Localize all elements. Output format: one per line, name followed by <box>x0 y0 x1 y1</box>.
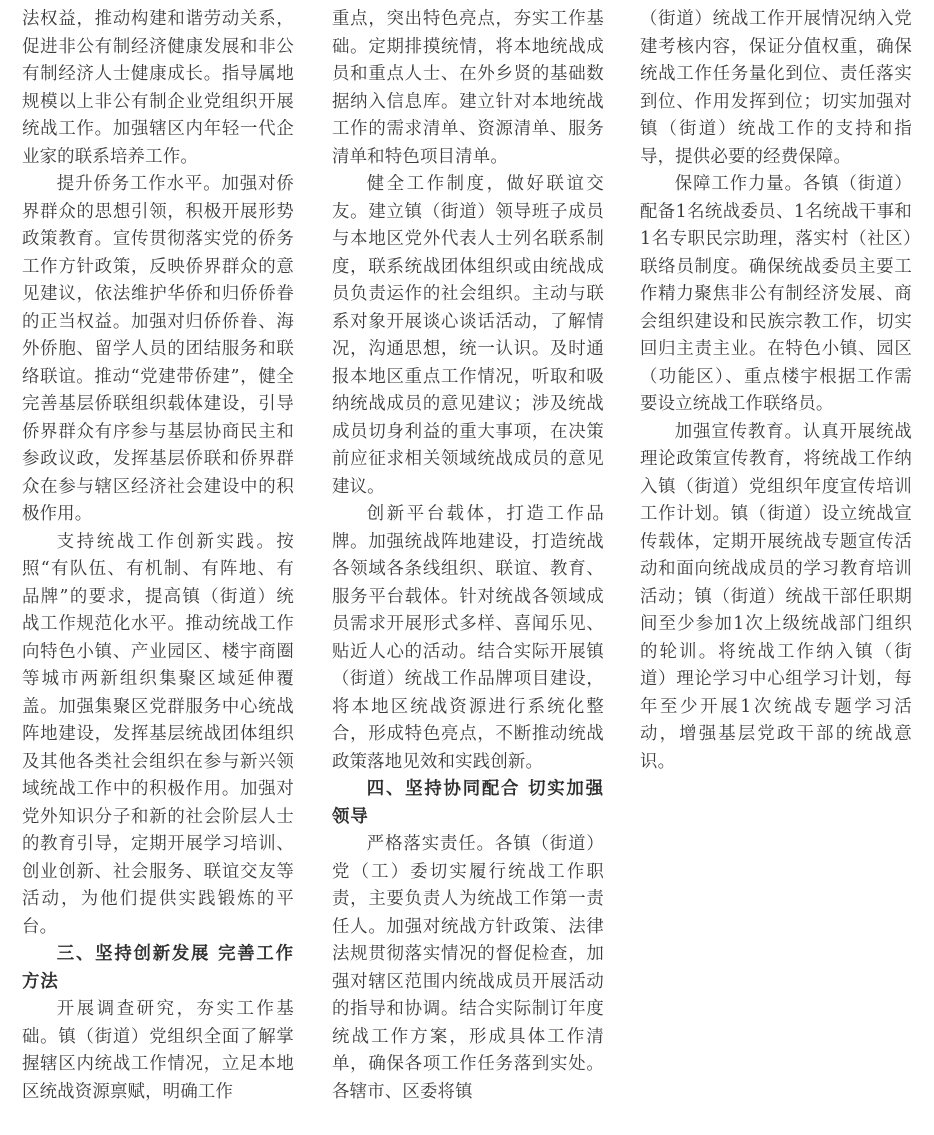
text-column-right <box>640 6 912 776</box>
paragraph: 法权益，推动构建和谐劳动关系，促进非公有制经济健康发展和非公有制经济人士健康成长。指导属地规模以上非公有制企业党组织开展统战工作。加强辖区内年轻一代企业家的联系培养工作。 <box>22 9 294 167</box>
text-column-left <box>22 6 294 1106</box>
paragraph: 支持统战工作创新实践。按照“有队伍、有机制、有阵地、有品牌”的要求，提高镇（街道）统战工作规范化水平。推动统战工作向特色小镇、产业园区、楼宇商圈等城市两新组织集聚区域延伸覆盖。加强集聚区党群服务中心统战阵地建设，发挥基层统战团体组织及其他各类社会组织在参与新兴领域统战工作中的积极作用。加强对党外知识分子和新的社会阶层人士的教育引导，定期开展学习培训、创业创新、社会服务、联谊交友等活动，为他们提供实践锻炼的平台。 <box>22 531 294 937</box>
paragraph: 创新平台载体，打造工作品牌。加强统战阵地建设，打造统战各领域各条线组织、联谊、教育、服务平台载体。针对统战各领域成员需求开展形式多样、喜闻乐见、贴近人心的活动。结合实际开展镇（街道）统战工作品牌项目建设，将本地区统战资源进行系统化整合，形成特色亮点，不断推动统战政策落地见效和实践创新。 <box>332 504 604 772</box>
section-heading: 四、坚持协同配合 切实加强领导 <box>332 779 604 827</box>
paragraph: 健全工作制度，做好联谊交友。建立镇（街道）领导班子成员与本地区党外代表人士列名联系制度，联系统战团体组织或由统战成员负责运作的社会组织。主动与联系对象开展谈心谈话活动，了解情况，沟通思想，统一认识。及时通报本地区重点工作情况，听取和吸纳统战成员的意见建议；涉及统战成员切身利益的重大事项，在决策前应征求相关领域统战成员的意见建议。 <box>332 174 604 497</box>
paragraph: 开展调查研究，夯实工作基础。镇（街道）党组织全面了解掌握辖区内统战工作情况，立足本地区统战资源禀赋，明确工作 <box>22 999 294 1102</box>
paragraph: 加强宣传教育。认真开展统战理论政策宣传教育，将统战工作纳入镇（街道）党组织年度宣传培训工作计划。镇（街道）设立统战宣传载体，定期开展统战专题宣传活动和面向统战成员的学习教育培训活动；镇（街道）统战干部任职期间至少参加1次上级统战部门组织的轮训。将统战工作纳入镇（街道）理论学习中心组学习计划，每年至少开展1次统战专题学习活动，增强基层党政干部的统战意识。 <box>640 421 912 772</box>
paragraph: 重点，突出特色亮点，夯实工作基础。定期排摸统情，将本地统战成员和重点人士、在外乡贤的基础数据纳入信息库。建立针对本地统战工作的需求清单、资源清单、服务清单和特色项目清单。 <box>332 9 604 167</box>
paragraph: 严格落实责任。各镇（街道）党（工）委切实履行统战工作职责，主要负责人为统战工作第一责任人。加强对统战方针政策、法律法规贯彻落实情况的督促检查，加强对辖区范围内统战成员开展活动的指导和协调。结合实际制订年度统战工作方案，形成具体工作清单，确保各项工作任务落到实处。各辖市、区委将镇 <box>332 834 604 1102</box>
text-column-middle <box>332 6 604 1106</box>
paragraph: 提升侨务工作水平。加强对侨界群众的思想引领，积极开展形势政策教育。宣传贯彻落实党的侨务工作方针政策，反映侨界群众的意见建议，依法维护华侨和归侨侨眷的正当权益。加强对归侨侨眷、海外侨胞、留学人员的团结服务和联络联谊。推动“党建带侨建”，健全完善基层侨联组织载体建设，引导侨界群众有序参与基层协商民主和参政议政，发挥基层侨联和侨界群众在参与辖区经济社会建设中的积极作用。 <box>22 174 294 524</box>
section-heading: 三、坚持创新发展 完善工作方法 <box>22 944 294 992</box>
paragraph: 保障工作力量。各镇（街道）配备1名统战委员、1名统战干事和1名专职民宗助理，落实村（社区）联络员制度。确保统战委员主要工作精力聚焦非公有制经济发展、商会组织建设和民族宗教工作，切实回归主责主业。在特色小镇、园区（功能区）、重点楼宇根据工作需要设立统战工作联络员。 <box>640 174 912 414</box>
paragraph: （街道）统战工作开展情况纳入党建考核内容，保证分值权重，确保统战工作任务量化到位、责任落实到位、作用发挥到位；切实加强对镇（街道）统战工作的支持和指导，提供必要的经费保障。 <box>640 9 912 167</box>
